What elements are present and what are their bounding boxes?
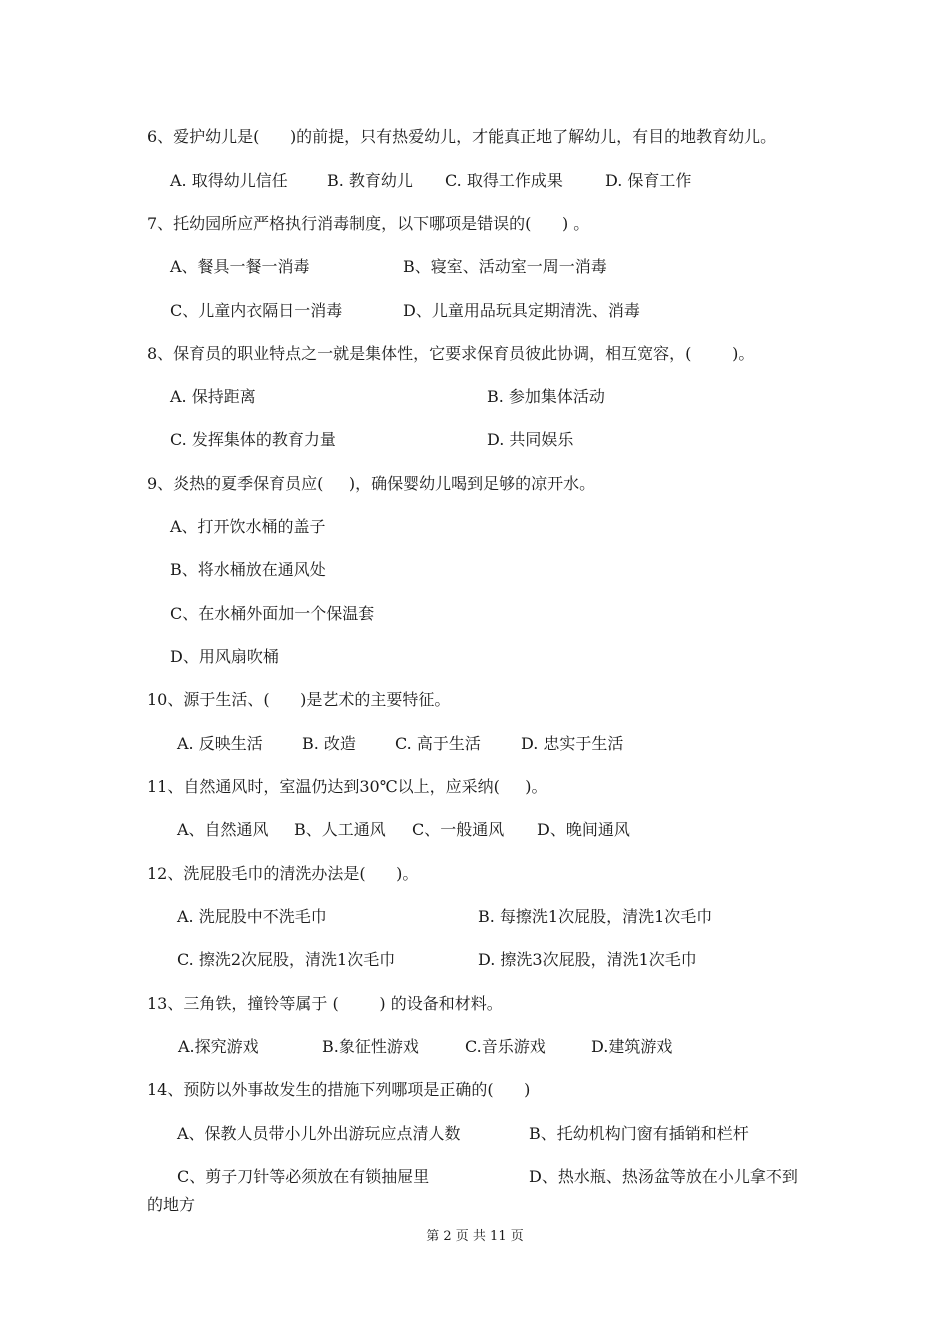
question-13-option-d: D.建筑游戏 bbox=[591, 1037, 673, 1056]
question-11-option-b: B、人工通风 bbox=[294, 820, 386, 839]
question-14-option-a: A、保教人员带小儿外出游玩应点清人数 bbox=[177, 1124, 461, 1143]
question-6-option-a: A. 取得幼儿信任 bbox=[170, 171, 288, 190]
question-8-stem: 8、保育员的职业特点之一就是集体性，它要求保育员彼此协调，相互宽容，( )。 bbox=[147, 344, 755, 363]
question-6-stem: 6、爱护幼儿是( )的前提，只有热爱幼儿，才能真正地了解幼儿，有目的地教育幼儿。 bbox=[147, 127, 777, 146]
question-14-stem: 14、预防以外事故发生的措施下列哪项是正确的( ) bbox=[147, 1080, 531, 1099]
question-10-option-a: A. 反映生活 bbox=[177, 734, 263, 753]
question-12-option-c: C. 擦洗2次屁股，清洗1次毛巾 bbox=[177, 950, 396, 969]
question-10-option-b: B. 改造 bbox=[302, 734, 356, 753]
question-7-option-b: B、寝室、活动室一周一消毒 bbox=[403, 257, 607, 276]
question-9-option-b: B、将水桶放在通风处 bbox=[170, 560, 326, 579]
question-14-option-d: D、热水瓶、热汤盆等放在小儿拿不到 bbox=[529, 1167, 798, 1186]
question-9-option-a: A、打开饮水桶的盖子 bbox=[170, 517, 326, 536]
question-10-option-d: D. 忠实于生活 bbox=[521, 734, 624, 753]
question-11-option-c: C、一般通风 bbox=[412, 820, 505, 839]
question-13-option-a: A.探究游戏 bbox=[178, 1037, 259, 1056]
question-12-option-a: A. 洗屁股中不洗毛巾 bbox=[177, 907, 327, 926]
question-11-option-d: D、晚间通风 bbox=[537, 820, 630, 839]
question-14-option-d-continued: 的地方 bbox=[147, 1195, 196, 1214]
question-7-stem: 7、托幼园所应严格执行消毒制度，以下哪项是错误的( ) 。 bbox=[147, 214, 590, 233]
question-9-option-d: D、用风扇吹桶 bbox=[170, 647, 279, 666]
question-6-option-b: B. 教育幼儿 bbox=[327, 171, 413, 190]
question-14-option-b: B、托幼机构门窗有插销和栏杆 bbox=[529, 1124, 749, 1143]
question-10-stem: 10、源于生活、( )是艺术的主要特征。 bbox=[147, 690, 451, 709]
question-13-option-b: B.象征性游戏 bbox=[322, 1037, 419, 1056]
question-12-stem: 12、洗屁股毛巾的清洗办法是( )。 bbox=[147, 864, 419, 883]
question-12-option-b: B. 每擦洗1次屁股，清洗1次毛巾 bbox=[478, 907, 713, 926]
question-8-option-d: D. 共同娱乐 bbox=[487, 430, 574, 449]
question-14-option-c: C、剪子刀针等必须放在有锁抽屉里 bbox=[177, 1167, 430, 1186]
question-8-option-c: C. 发挥集体的教育力量 bbox=[170, 430, 336, 449]
question-10-option-c: C. 高于生活 bbox=[395, 734, 481, 753]
question-7-option-c: C、儿童内衣隔日一消毒 bbox=[170, 301, 343, 320]
question-9-stem: 9、炎热的夏季保育员应( )，确保婴幼儿喝到足够的凉开水。 bbox=[147, 474, 596, 493]
question-6-option-d: D. 保育工作 bbox=[605, 171, 692, 190]
question-8-option-a: A. 保持距离 bbox=[170, 387, 256, 406]
question-11-option-a: A、自然通风 bbox=[177, 820, 269, 839]
question-7-option-a: A、餐具一餐一消毒 bbox=[170, 257, 310, 276]
question-7-option-d: D、儿童用品玩具定期清洗、消毒 bbox=[403, 301, 640, 320]
question-13-stem: 13、三角铁，撞铃等属于 ( ) 的设备和材料。 bbox=[147, 994, 503, 1013]
question-11-stem: 11、自然通风时，室温仍达到30℃以上，应采纳( )。 bbox=[147, 777, 548, 796]
question-8-option-b: B. 参加集体活动 bbox=[487, 387, 605, 406]
question-9-option-c: C、在水桶外面加一个保温套 bbox=[170, 604, 375, 623]
question-13-option-c: C.音乐游戏 bbox=[465, 1037, 546, 1056]
question-6-option-c: C. 取得工作成果 bbox=[445, 171, 563, 190]
page-number-footer: 第 2 页 共 11 页 bbox=[426, 1229, 524, 1244]
question-12-option-d: D. 擦洗3次屁股，清洗1次毛巾 bbox=[478, 950, 697, 969]
